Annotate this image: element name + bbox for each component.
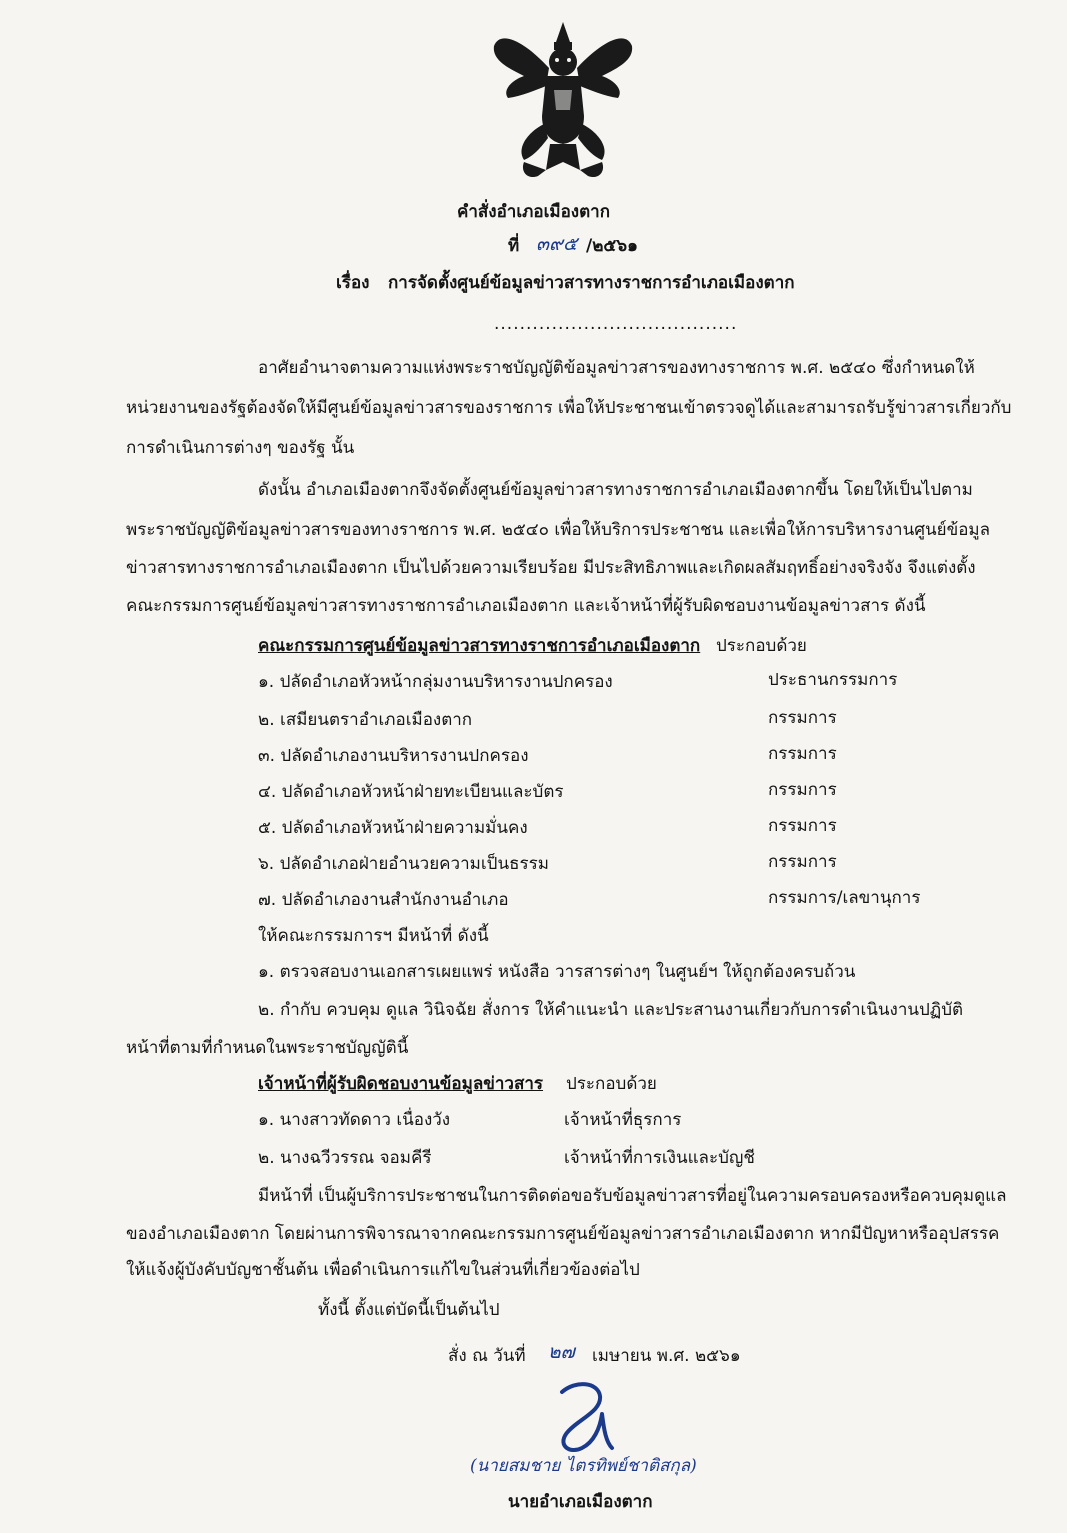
paragraph-2-line-4: คณะกรรมการศูนย์ข้อมูลข่าวสารทางราชการอำเภอเมืองตาก และเจ้าหน้าที่ผู้รับผิดชอบงานข้อมูลข่าวสาร ดังนี้	[126, 596, 926, 616]
committee-duty-2-line-1: ๒. กำกับ ควบคุม ดูแล วินิจฉัย สั่งการ ให้คำแนะนำ และประสานงานเกี่ยวกับการดำเนินงานปฏิบัติ	[258, 1000, 964, 1020]
committee-member-name: ๕. ปลัดอำเภอหัวหน้าฝ่ายความมั่นคง	[258, 818, 528, 838]
paragraph-1-line-2: หน่วยงานของรัฐต้องจัดให้มีศูนย์ข้อมูลข่าวสารของราชการ เพื่อให้ประชาชนเข้าตรวจดูได้และสามารถรับรู้ข่าวสารเกี่ยวกับ	[126, 398, 1012, 418]
handwritten-signature	[548, 1378, 618, 1458]
officers-duty-line-3: ให้แจ้งผู้บังคับบัญชาชั้นต้น เพื่อดำเนินการแก้ไขในส่วนที่เกี่ยวข้องต่อไป	[126, 1260, 640, 1280]
date-prefix: สั่ง ณ วันที่	[448, 1346, 526, 1366]
officer-role: เจ้าหน้าที่ธุรการ	[564, 1110, 682, 1130]
signatory-position: นายอำเภอเมืองตาก	[508, 1492, 653, 1512]
committee-duty-2-line-2: หน้าที่ตามที่กำหนดในพระราชบัญญัตินี้	[126, 1038, 409, 1058]
paragraph-2-line-3: ข่าวสารทางราชการอำเภอเมืองตาก เป็นไปด้วยความเรียบร้อย มีประสิทธิภาพและเกิดผลสัมฤทธิ์อย่างจริงจัง จึงแต่งตั้ง	[126, 558, 976, 578]
paragraph-2-line-2: พระราชบัญญัติข้อมูลข่าวสารของทางราชการ พ.ศ. ๒๕๔๐ เพื่อให้บริการประชาชน และเพื่อให้การบริหารงานศูนย์ข้อมูล	[126, 520, 991, 540]
officer-role: เจ้าหน้าที่การเงินและบัญชี	[564, 1148, 755, 1168]
committee-heading-suffix: ประกอบด้วย	[716, 636, 807, 656]
committee-member-role: กรรมการ	[768, 852, 837, 872]
date-day-handwritten: ๒๗	[548, 1341, 575, 1363]
paragraph-2-line-1: ดังนั้น อำเภอเมืองตากจึงจัดตั้งศูนย์ข้อมูลข่าวสารทางราชการอำเภอเมืองตากขึ้น โดยให้เป็นไปตาม	[258, 480, 973, 500]
officers-heading: เจ้าหน้าที่ผู้รับผิดชอบงานข้อมูลข่าวสาร	[258, 1074, 544, 1094]
garuda-emblem	[488, 20, 638, 185]
committee-member-role: กรรมการ	[768, 708, 837, 728]
order-number-handwritten: ๓๙๕	[536, 233, 578, 255]
paragraph-1-line-3: การดำเนินการต่างๆ ของรัฐ นั้น	[126, 438, 355, 458]
header-separator: ......................................	[494, 314, 738, 334]
committee-member-name: ๓. ปลัดอำเภองานบริหารงานปกครอง	[258, 746, 529, 766]
officers-duty-line-1: มีหน้าที่ เป็นผู้บริการประชาชนในการติดต่อขอรับข้อมูลข่าวสารที่อยู่ในความครอบครองหรือควบคุมดูแล	[258, 1186, 1007, 1206]
order-number-year: /๒๕๖๑	[586, 236, 638, 256]
committee-member-role: กรรมการ	[768, 780, 837, 800]
committee-member-role: กรรมการ/เลขานุการ	[768, 888, 921, 908]
subject-text: การจัดตั้งศูนย์ข้อมูลข่าวสารทางราชการอำเภอเมืองตาก	[388, 273, 795, 293]
signatory-name: (นายสมชาย ไตรทิพย์ชาติสกุล)	[470, 1456, 697, 1476]
officers-duty-line-2: ของอำเภอเมืองตาก โดยผ่านการพิจารณาจากคณะกรรมการศูนย์ข้อมูลข่าวสารอำเภอเมืองตาก หากมีปัญหาหรืออุปสรรค	[126, 1224, 1000, 1244]
committee-member-role: กรรมการ	[768, 816, 837, 836]
order-title: คำสั่งอำเภอเมืองตาก	[457, 202, 610, 222]
officers-heading-suffix: ประกอบด้วย	[566, 1074, 657, 1094]
effective-statement: ทั้งนี้ ตั้งแต่บัดนี้เป็นต้นไป	[318, 1300, 500, 1320]
committee-heading: คณะกรรมการศูนย์ข้อมูลข่าวสารทางราชการอำเภอเมืองตาก	[258, 636, 701, 656]
committee-member-role: กรรมการ	[768, 744, 837, 764]
subject-label: เรื่อง	[336, 273, 370, 293]
officer-name: ๑. นางสาวทัดดาว เนื่องวัง	[258, 1110, 451, 1130]
committee-member-name: ๔. ปลัดอำเภอหัวหน้าฝ่ายทะเบียนและบัตร	[258, 782, 564, 802]
committee-member-role: ประธานกรรมการ	[768, 670, 898, 690]
committee-member-name: ๒. เสมียนตราอำเภอเมืองตาก	[258, 710, 473, 730]
order-number-prefix: ที่	[508, 236, 520, 256]
committee-member-name: ๗. ปลัดอำเภองานสำนักงานอำเภอ	[258, 890, 509, 910]
date-suffix: เมษายน พ.ศ. ๒๕๖๑	[592, 1346, 741, 1366]
committee-member-name: ๑. ปลัดอำเภอหัวหน้ากลุ่มงานบริหารงานปกครอง	[258, 672, 613, 692]
committee-duty-1: ๑. ตรวจสอบงานเอกสารเผยแพร่ หนังสือ วารสารต่างๆ ในศูนย์ฯ ให้ถูกต้องครบถ้วน	[258, 962, 856, 982]
committee-duties-intro: ให้คณะกรรมการฯ มีหน้าที่ ดังนี้	[258, 926, 489, 946]
committee-member-name: ๖. ปลัดอำเภอฝ่ายอำนวยความเป็นธรรม	[258, 854, 549, 874]
officer-name: ๒. นางฉวีวรรณ จอมคีรี	[258, 1148, 432, 1168]
paragraph-1-line-1: อาศัยอำนาจตามความแห่งพระราชบัญญัติข้อมูลข่าวสารของทางราชการ พ.ศ. ๒๕๔๐ ซึ่งกำหนดให้	[258, 358, 975, 378]
